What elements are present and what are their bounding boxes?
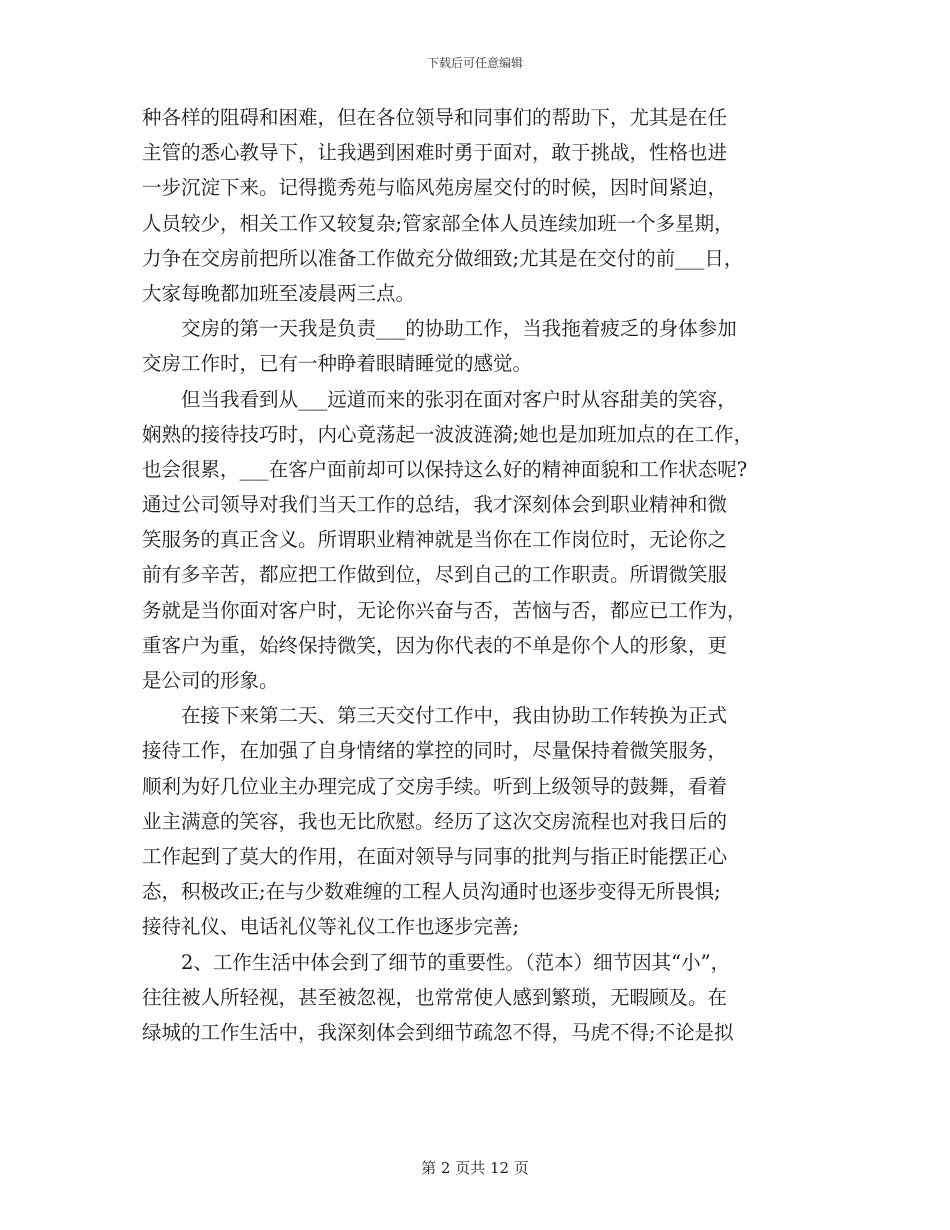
text-line: 在接下来第二天、第三天交付工作中，我由协助工作转换为正式 [142, 704, 728, 728]
text-line: 人员较少，相关工作又较复杂;管家部全体人员连续加班一个多星期， [142, 211, 734, 235]
text-line: 往往被人所轻视，甚至被忽视，也常常使人感到繁琐，无暇顾及。在 [142, 985, 728, 1009]
text-line: 务就是当你面对客户时，无论你兴奋与否，苦恼与否，都应已工作为， [142, 598, 747, 622]
page-header: 下载后可任意编辑 [426, 56, 523, 70]
text-line: 2、工作生活中体会到了细节的重要性。（范本）细节因其“小”， [142, 950, 731, 974]
text-line: 重客户为重，始终保持微笑，因为你代表的不单是你个人的形象，更 [142, 633, 728, 657]
text-line: 业主满意的笑容，我也无比欣慰。经历了这次交房流程也对我日后的 [142, 809, 728, 833]
page-number: 第 2 页共 12 页 [421, 1159, 529, 1177]
document-body [142, 100, 810, 1050]
text-line: 绿城的工作生活中，我深刻体会到细节疏忽不得，马虎不得;不论是拟 [142, 1020, 734, 1044]
text-line: 顺利为好几位业主办理完成了交房手续。听到上级领导的鼓舞，看着 [142, 774, 728, 798]
text-line: 前有多辛苦，都应把工作做到位，尽到自己的工作职责。所谓微笑服 [142, 563, 728, 587]
text-line: 是公司的形象。 [142, 669, 279, 692]
text-line: 接待工作，在加强了自身情绪的掌控的同时，尽量保持着微笑服务， [142, 739, 728, 763]
text-line: 力争在交房前把所以准备工作做充分做细致;尤其是在交付的前___日， [142, 246, 744, 270]
text-line: 通过公司领导对我们当天工作的总结，我才深刻体会到职业精神和微 [142, 493, 728, 517]
text-line: 主管的悉心教导下，让我遇到困难时勇于面对，敢于挑战，性格也进 [142, 141, 728, 165]
text-line: 接待礼仪、电话礼仪等礼仪工作也逐步完善; [142, 915, 520, 939]
text-line: 大家每晚都加班至凌晨两三点。 [142, 281, 416, 305]
text-line: 但当我看到从___远道而来的张羽在面对客户时从容甜美的笑容， [142, 387, 737, 411]
text-line: 工作起到了莫大的作用，在面对领导与同事的批判与指正时能摆正心 [142, 844, 728, 868]
text-line: 种各样的阻碍和困难，但在各位领导和同事们的帮助下，尤其是在任 [142, 106, 728, 129]
text-line: 一步沉淀下来。记得揽秀苑与临风苑房屋交付的时候，因时间紧迫， [142, 176, 728, 200]
text-line: 交房的第一天我是负责___的协助工作，当我拖着疲乏的身体参加 [142, 317, 737, 341]
text-line: 笑服务的真正含义。所谓职业精神就是当你在工作岗位时，无论你之 [142, 528, 728, 552]
text-line: 也会很累，___在客户面前却可以保持这么好的精神面貌和工作状态呢? [142, 457, 748, 481]
text-line: 态，积极改正;在与少数难缠的工程人员沟通时也逐步变得无所畏惧; [142, 880, 721, 904]
text-line: 娴熟的接待技巧时，内心竟荡起一波波涟漪;她也是加班加点的在工作， [142, 422, 754, 446]
text-line: 交房工作时，已有一种睁着眼睛睡觉的感觉。 [142, 352, 533, 376]
